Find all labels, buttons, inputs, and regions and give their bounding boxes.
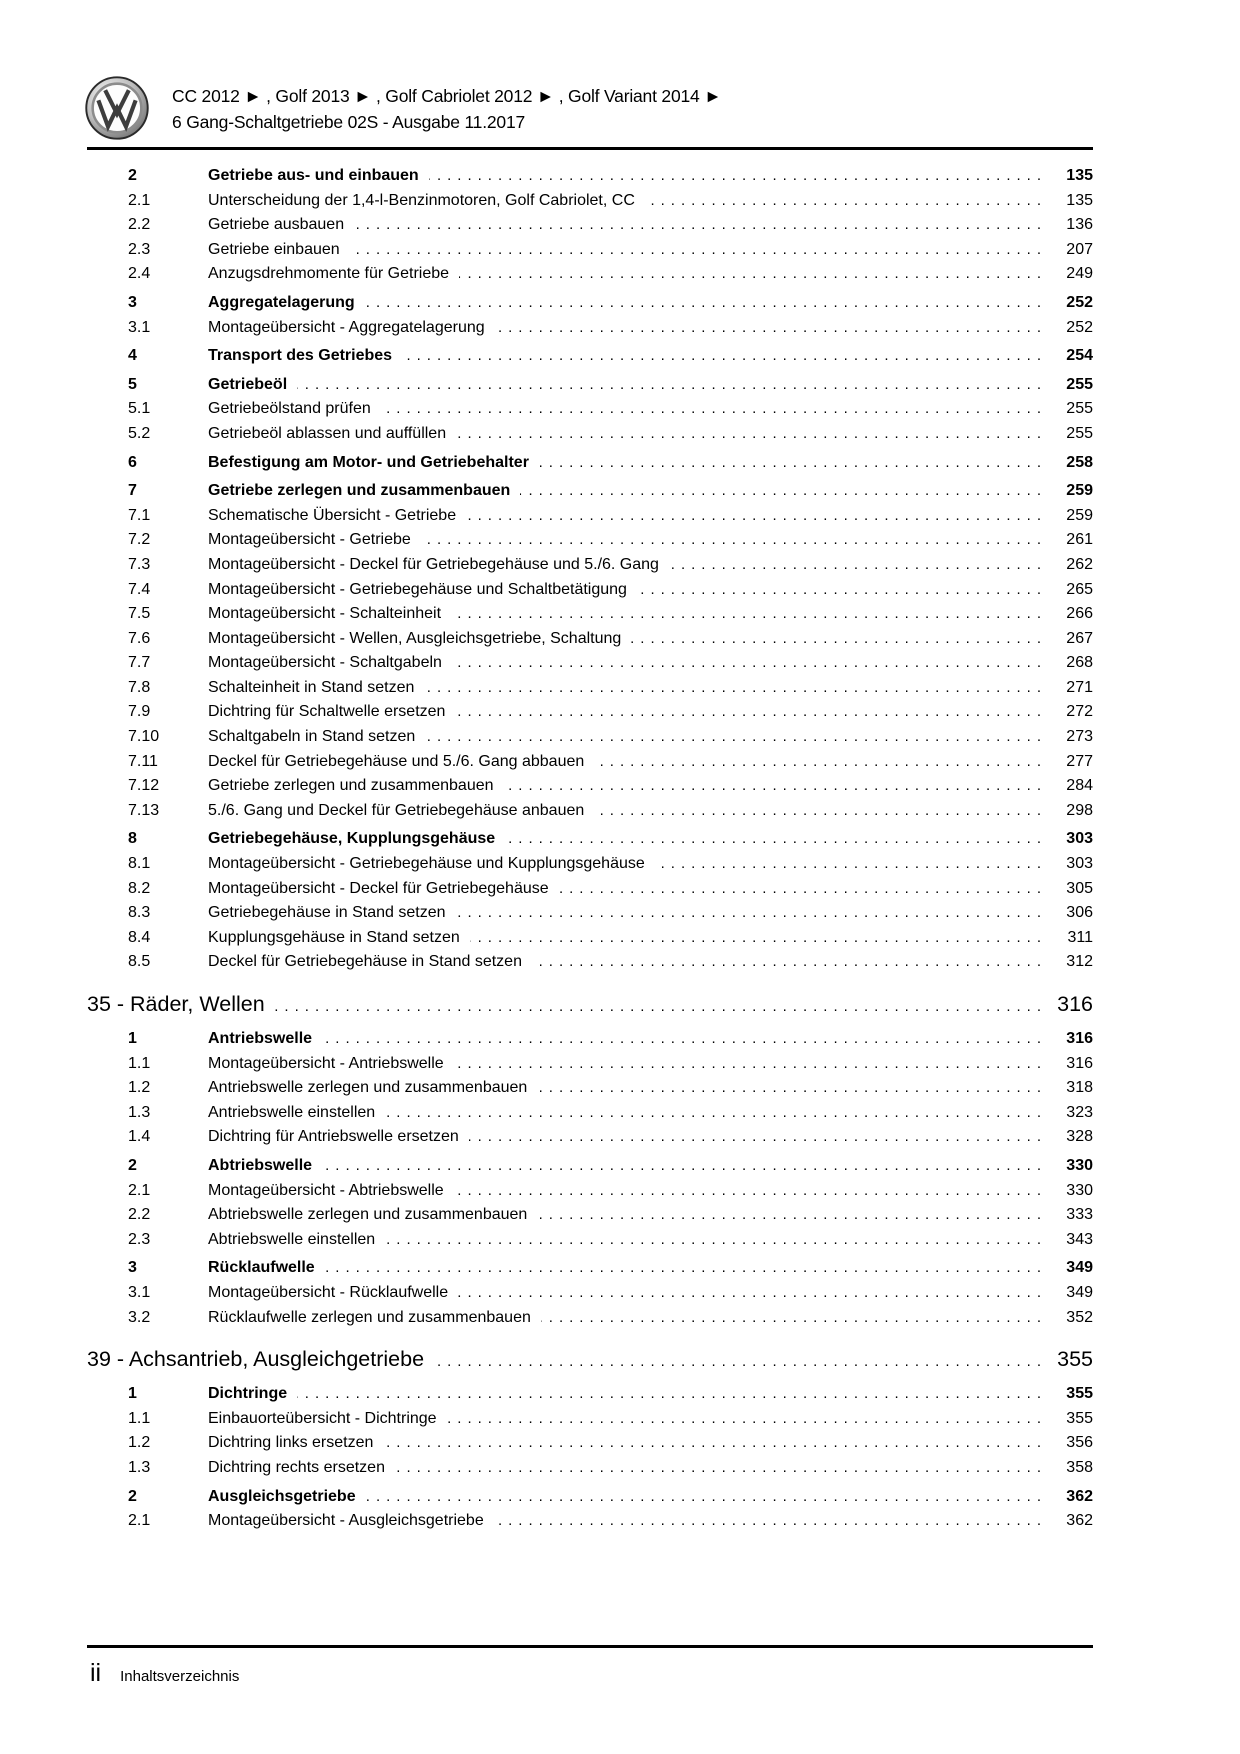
toc-entry-number: 7.10 bbox=[128, 728, 160, 746]
toc-entry-number: 2 bbox=[128, 1487, 137, 1505]
toc-entry-title: Rücklaufwelle bbox=[208, 1259, 315, 1277]
toc-dot-leader bbox=[350, 238, 1047, 263]
toc-entry-number: 7.7 bbox=[128, 654, 151, 672]
toc-entry-number: 5.1 bbox=[128, 400, 151, 418]
toc-dot-leader bbox=[631, 627, 1047, 652]
toc-entry-number: 7.6 bbox=[128, 629, 151, 647]
toc-entry-page: 265 bbox=[1066, 580, 1093, 598]
toc-entry-title: Aggregatelagerung bbox=[208, 293, 355, 311]
toc-entry-row bbox=[87, 774, 1093, 799]
toc-entry-page: 312 bbox=[1066, 953, 1093, 971]
toc-dot-leader bbox=[458, 1281, 1047, 1306]
toc-entry-page: 330 bbox=[1066, 1156, 1093, 1174]
toc-dot-leader bbox=[539, 451, 1047, 476]
toc-entry-number: 1 bbox=[128, 1385, 137, 1403]
toc-entry-number: 1.1 bbox=[128, 1409, 151, 1427]
toc-entry-number: 2.4 bbox=[128, 265, 151, 283]
toc-entry-row bbox=[87, 344, 1093, 369]
toc-dot-leader bbox=[454, 1052, 1047, 1077]
toc-entry-title: Montageübersicht - Deckel für Getriebegehäuse bbox=[208, 879, 549, 897]
toc-dot-leader bbox=[504, 774, 1047, 799]
toc-entry-title: Montageübersicht - Ausgleichsgetriebe bbox=[208, 1512, 484, 1530]
toc-entry-page: 259 bbox=[1066, 482, 1093, 500]
toc-dot-leader bbox=[594, 799, 1047, 824]
toc-chapter-row bbox=[87, 1344, 1093, 1377]
toc-entry-row bbox=[87, 1125, 1093, 1150]
toc-entry-row bbox=[87, 1101, 1093, 1126]
toc-entry-title: Montageübersicht - Schalteinheit bbox=[208, 605, 442, 623]
toc-entry-title: Getriebe ausbauen bbox=[208, 216, 345, 234]
toc-entry-page: 255 bbox=[1066, 400, 1093, 418]
toc-entry-number: 8 bbox=[128, 830, 137, 848]
toc-dot-leader bbox=[434, 1347, 1047, 1377]
toc-dot-leader bbox=[297, 373, 1047, 398]
toc-dot-leader bbox=[365, 291, 1047, 316]
toc-entry-number: 7.11 bbox=[128, 752, 158, 770]
toc-entry-page: 272 bbox=[1066, 703, 1093, 721]
toc-entry-title: Schematische Übersicht - Getriebe bbox=[208, 506, 457, 524]
toc-dot-leader bbox=[456, 422, 1047, 447]
toc-entry-title: Montageübersicht - Rücklaufwelle bbox=[208, 1283, 449, 1301]
toc-dot-leader bbox=[297, 1382, 1047, 1407]
toc-dot-leader bbox=[594, 750, 1047, 775]
toc-entry-row bbox=[87, 602, 1093, 627]
toc-entry-number: 7 bbox=[128, 482, 137, 500]
toc-entry-title: Einbauorteübersicht - Dichtringe bbox=[208, 1409, 437, 1427]
toc-entry-page: 249 bbox=[1066, 265, 1093, 283]
toc-entry-title: Antriebswelle zerlegen und zusammenbauen bbox=[208, 1079, 528, 1097]
toc-entry-row bbox=[87, 578, 1093, 603]
toc-chapter-row bbox=[87, 989, 1093, 1022]
toc-chapter-page: 316 bbox=[1057, 992, 1093, 1016]
toc-entry-row bbox=[87, 1306, 1093, 1331]
toc-entry-row bbox=[87, 1228, 1093, 1253]
toc-entry-row bbox=[87, 950, 1093, 975]
toc-dot-leader bbox=[505, 827, 1047, 852]
toc-entry-title: Montageübersicht - Getriebe bbox=[208, 531, 411, 549]
toc-dot-leader bbox=[385, 1228, 1047, 1253]
toc-entry-row bbox=[87, 422, 1093, 447]
toc-entry-number: 3.2 bbox=[128, 1308, 151, 1326]
toc-entry-row bbox=[87, 651, 1093, 676]
toc-entry-title: Dichtring links ersetzen bbox=[208, 1434, 374, 1452]
toc-entry-number: 2.1 bbox=[128, 1512, 151, 1530]
toc-entry-row bbox=[87, 238, 1093, 263]
toc-entry-number: 3.1 bbox=[128, 318, 151, 336]
toc-dot-leader bbox=[456, 901, 1048, 926]
toc-dot-leader bbox=[452, 651, 1047, 676]
toc-entry-page: 355 bbox=[1066, 1409, 1093, 1427]
toc-entry-page: 136 bbox=[1066, 216, 1093, 234]
toc-entry-page: 298 bbox=[1066, 801, 1093, 819]
toc-dot-leader bbox=[469, 1125, 1047, 1150]
toc-entry-row bbox=[87, 479, 1093, 504]
toc-dot-leader bbox=[385, 1101, 1047, 1126]
toc-entry-page: 277 bbox=[1066, 752, 1093, 770]
toc-entry-number: 2.2 bbox=[128, 1206, 151, 1224]
toc-entry-row bbox=[87, 725, 1093, 750]
toc-entry-row bbox=[87, 1382, 1093, 1407]
toc-entry-page: 356 bbox=[1066, 1434, 1093, 1452]
toc-entry-row bbox=[87, 852, 1093, 877]
toc-entry-title: 5./6. Gang und Deckel für Getriebegehäuse anbauen bbox=[208, 801, 585, 819]
toc-entry-page: 318 bbox=[1066, 1079, 1093, 1097]
toc-entry-page: 259 bbox=[1066, 506, 1093, 524]
toc-dot-leader bbox=[669, 553, 1047, 578]
toc-entry-number: 6 bbox=[128, 453, 137, 471]
toc-entry-page: 316 bbox=[1066, 1054, 1093, 1072]
toc-entry-page: 358 bbox=[1066, 1458, 1093, 1476]
toc-entry-page: 262 bbox=[1066, 555, 1093, 573]
toc-dot-leader bbox=[383, 1431, 1047, 1456]
toc-dot-leader bbox=[424, 676, 1047, 701]
toc-dot-leader bbox=[395, 1456, 1047, 1481]
toc-entry-row bbox=[87, 189, 1093, 214]
toc-dot-leader bbox=[381, 397, 1047, 422]
toc-entry-title: Getriebe zerlegen und zusammenbauen bbox=[208, 482, 511, 500]
toc-entry-number: 7.2 bbox=[128, 531, 151, 549]
toc-chapter-page: 355 bbox=[1057, 1347, 1093, 1372]
toc-dot-leader bbox=[459, 262, 1047, 287]
toc-entry-row bbox=[87, 1485, 1093, 1510]
toc-entry-title: Anzugsdrehmomente für Getriebe bbox=[208, 265, 450, 283]
toc-entry-title: Dichtring für Antriebswelle ersetzen bbox=[208, 1128, 459, 1146]
toc-entry-row bbox=[87, 1052, 1093, 1077]
toc-dot-leader bbox=[425, 725, 1047, 750]
toc-entry-page: 362 bbox=[1066, 1487, 1093, 1505]
toc-dot-leader bbox=[322, 1154, 1047, 1179]
toc-entry-title: Rücklaufwelle zerlegen und zusammenbauen bbox=[208, 1308, 531, 1326]
toc-entry-number: 1.1 bbox=[128, 1054, 151, 1072]
toc-entry-page: 252 bbox=[1066, 318, 1093, 336]
toc-entry-number: 5.2 bbox=[128, 424, 151, 442]
toc-entry-row bbox=[87, 1076, 1093, 1101]
toc-entry-title: Transport des Getriebes bbox=[208, 347, 393, 365]
toc-entry-number: 2.1 bbox=[128, 191, 151, 209]
toc-entry-title: Schaltgabeln in Stand setzen bbox=[208, 728, 416, 746]
toc-entry-page: 328 bbox=[1066, 1128, 1093, 1146]
toc-entry-page: 271 bbox=[1066, 678, 1093, 696]
toc-entry-title: Antriebswelle einstellen bbox=[208, 1103, 376, 1121]
toc-dot-leader bbox=[421, 528, 1047, 553]
toc-entry-row bbox=[87, 213, 1093, 238]
toc-entry-page: 252 bbox=[1066, 293, 1093, 311]
page-footer bbox=[90, 1658, 239, 1688]
toc-entry-number: 1.2 bbox=[128, 1434, 151, 1452]
toc-dot-leader bbox=[520, 479, 1047, 504]
toc-entry-page: 258 bbox=[1066, 453, 1093, 471]
toc-entry-row bbox=[87, 1509, 1093, 1534]
toc-entry-page: 268 bbox=[1066, 654, 1093, 672]
toc-entry-title: Getriebeölstand prüfen bbox=[208, 400, 371, 418]
toc-entry-title: Antriebswelle bbox=[208, 1030, 313, 1047]
toc-dot-leader bbox=[470, 926, 1047, 951]
toc-entry-number: 2.2 bbox=[128, 216, 151, 234]
toc-entry-page: 255 bbox=[1066, 424, 1093, 442]
toc-entry-number: 3 bbox=[128, 293, 137, 311]
toc-dot-leader bbox=[366, 1485, 1047, 1510]
toc-entry-page: 349 bbox=[1066, 1259, 1093, 1277]
toc-entry-row bbox=[87, 676, 1093, 701]
toc-entry-row bbox=[87, 1154, 1093, 1179]
toc-entry-title: Montageübersicht - Abtriebswelle bbox=[208, 1181, 444, 1199]
toc-entry-page: 303 bbox=[1066, 855, 1093, 873]
toc-entry-number: 8.4 bbox=[128, 928, 151, 946]
toc-entry-number: 3 bbox=[128, 1259, 137, 1277]
toc-entry-title: Abtriebswelle bbox=[208, 1156, 313, 1174]
toc-entry-row bbox=[87, 627, 1093, 652]
toc-dot-leader bbox=[559, 877, 1047, 902]
toc-entry-title: Abtriebswelle einstellen bbox=[208, 1230, 376, 1248]
toc-entry-row bbox=[87, 1203, 1093, 1228]
toc-dot-leader bbox=[275, 992, 1047, 1022]
toc-dot-leader bbox=[637, 578, 1047, 603]
toc-entry-number: 2 bbox=[128, 167, 137, 184]
toc-entry-title: Getriebegehäuse in Stand setzen bbox=[208, 904, 446, 922]
toc-dot-leader bbox=[325, 1256, 1047, 1281]
toc-entry-number: 8.2 bbox=[128, 879, 151, 897]
toc-entry-title: Montageübersicht - Deckel für Getriebegehäuse und 5./6. Gang bbox=[208, 555, 659, 573]
toc-dot-leader bbox=[655, 852, 1047, 877]
toc-entry-page: 255 bbox=[1066, 375, 1093, 393]
toc-entry-title: Befestigung am Motor- und Getriebehalter bbox=[208, 453, 529, 471]
toc-entry-title: Abtriebswelle zerlegen und zusammenbauen bbox=[208, 1206, 528, 1224]
toc-entry-title: Getriebeöl ablassen und auffüllen bbox=[208, 424, 447, 442]
toc-entry-row bbox=[87, 926, 1093, 951]
toc-entry-row bbox=[87, 397, 1093, 422]
toc-entry-number: 1.3 bbox=[128, 1458, 151, 1476]
header-divider bbox=[87, 147, 1093, 150]
toc-entry-row bbox=[87, 451, 1093, 476]
toc-entry-page: 355 bbox=[1066, 1385, 1093, 1403]
toc-entry-page: 362 bbox=[1066, 1512, 1093, 1530]
toc-entry-page: 266 bbox=[1066, 605, 1093, 623]
toc-dot-leader bbox=[322, 1027, 1047, 1052]
toc-entry-page: 305 bbox=[1066, 879, 1093, 897]
toc-entry-page: 311 bbox=[1067, 928, 1093, 946]
toc-entry-page: 316 bbox=[1066, 1030, 1093, 1047]
toc-entry-row bbox=[87, 877, 1093, 902]
toc-entry-number: 7.1 bbox=[128, 506, 151, 524]
toc-entry-page: 306 bbox=[1066, 904, 1093, 922]
toc-entry-number: 7.3 bbox=[128, 555, 151, 573]
toc-entry-number: 3.1 bbox=[128, 1283, 151, 1301]
toc-entry-title: Getriebeöl bbox=[208, 375, 288, 393]
toc-entry-row bbox=[87, 1407, 1093, 1432]
toc-entry-row bbox=[87, 1027, 1093, 1052]
toc-entry-page: 349 bbox=[1066, 1283, 1093, 1301]
toc-entry-page: 273 bbox=[1066, 728, 1093, 746]
toc-entry-number: 8.3 bbox=[128, 904, 151, 922]
toc-entry-page: 284 bbox=[1066, 777, 1093, 795]
footer-section-label: Inhaltsverzeichnis bbox=[120, 1668, 240, 1685]
toc-entry-number: 2.3 bbox=[128, 1230, 151, 1248]
toc-entry-row bbox=[87, 799, 1093, 824]
toc-entry-page: 343 bbox=[1066, 1230, 1093, 1248]
toc-entry-page: 267 bbox=[1066, 629, 1093, 647]
toc-dot-leader bbox=[537, 1203, 1047, 1228]
toc-entry-page: 254 bbox=[1066, 347, 1093, 365]
toc-entry-row bbox=[87, 750, 1093, 775]
toc-entry-number: 1 bbox=[128, 1030, 137, 1047]
toc-entry-title: Deckel für Getriebegehäuse und 5./6. Gang abbauen bbox=[208, 752, 585, 770]
toc-entry-number: 8.1 bbox=[128, 855, 151, 873]
toc-dot-leader bbox=[537, 1076, 1047, 1101]
toc-entry-title: Montageübersicht - Antriebswelle bbox=[208, 1054, 444, 1072]
toc-entry-row bbox=[87, 373, 1093, 398]
toc-entry-number: 5 bbox=[128, 375, 137, 393]
toc-entry-title: Dichtringe bbox=[208, 1385, 288, 1403]
toc-dot-leader bbox=[645, 189, 1047, 214]
toc-entry-number: 1.3 bbox=[128, 1103, 151, 1121]
toc-entry-page: 135 bbox=[1066, 191, 1093, 209]
toc-entry-row bbox=[87, 316, 1093, 341]
toc-entry-number: 1.4 bbox=[128, 1128, 151, 1146]
toc-chapter-label: 39 - Achsantrieb, Ausgleichgetriebe bbox=[87, 1347, 425, 1372]
toc-entry-number: 8.5 bbox=[128, 953, 151, 971]
toc-entry-page: 207 bbox=[1066, 240, 1093, 258]
toc-entry-row bbox=[87, 504, 1093, 529]
toc-entry-row bbox=[87, 1179, 1093, 1204]
toc-dot-leader bbox=[494, 1509, 1047, 1534]
toc-entry-title: Kupplungsgehäuse in Stand setzen bbox=[208, 928, 460, 946]
toc-entry-row bbox=[87, 1431, 1093, 1456]
toc-entry-page: 135 bbox=[1066, 167, 1093, 184]
toc-entry-row bbox=[87, 528, 1093, 553]
footer-page-label: ii bbox=[90, 1659, 102, 1687]
toc-entry-page: 303 bbox=[1066, 830, 1093, 848]
footer-divider bbox=[87, 1645, 1093, 1648]
toc-dot-leader bbox=[429, 164, 1047, 189]
toc-entry-page: 323 bbox=[1066, 1103, 1093, 1121]
toc-entry-page: 352 bbox=[1066, 1308, 1093, 1326]
toc-entry-number: 1.2 bbox=[128, 1079, 151, 1097]
header-models-line: CC 2012 ► , Golf 2013 ► , Golf Cabriolet 2012 ► , Golf Variant 2014 ► bbox=[172, 86, 722, 106]
toc-entry-number: 2.3 bbox=[128, 240, 151, 258]
toc-entry-row bbox=[87, 553, 1093, 578]
toc-entry-row bbox=[87, 262, 1093, 287]
toc-dot-leader bbox=[454, 1179, 1047, 1204]
toc-dot-leader bbox=[402, 344, 1047, 369]
header-subtitle: 6 Gang-Schaltgetriebe 02S - Ausgabe 11.2017 bbox=[172, 112, 526, 132]
toc-entry-title: Deckel für Getriebegehäuse in Stand setzen bbox=[208, 953, 522, 971]
table-of-contents bbox=[87, 160, 1093, 1534]
toc-dot-leader bbox=[541, 1306, 1047, 1331]
toc-entry-title: Getriebegehäuse, Kupplungsgehäuse bbox=[208, 830, 496, 848]
toc-dot-leader bbox=[354, 213, 1047, 238]
toc-entry-title: Montageübersicht - Getriebegehäuse und Schaltbetätigung bbox=[208, 580, 627, 598]
toc-entry-row bbox=[87, 291, 1093, 316]
toc-entry-number: 7.5 bbox=[128, 605, 151, 623]
toc-chapter-label: 35 - Räder, Wellen bbox=[87, 992, 265, 1016]
toc-dot-leader bbox=[451, 602, 1047, 627]
toc-dot-leader bbox=[447, 1407, 1047, 1432]
toc-entry-number: 4 bbox=[128, 347, 137, 365]
toc-dot-leader bbox=[532, 950, 1047, 975]
toc-entry-title: Getriebe zerlegen und zusammenbauen bbox=[208, 777, 494, 795]
toc-entry-title: Montageübersicht - Aggregatelagerung bbox=[208, 318, 485, 336]
toc-entry-number: 7.9 bbox=[128, 703, 151, 721]
toc-entry-row bbox=[87, 1256, 1093, 1281]
toc-dot-leader bbox=[495, 316, 1047, 341]
toc-entry-row bbox=[87, 901, 1093, 926]
toc-entry-row bbox=[87, 1456, 1093, 1481]
toc-entry-number: 2 bbox=[128, 1156, 137, 1174]
toc-entry-title: Montageübersicht - Schaltgabeln bbox=[208, 654, 442, 672]
toc-entry-number: 7.4 bbox=[128, 580, 151, 598]
toc-dot-leader bbox=[455, 700, 1047, 725]
toc-entry-row bbox=[87, 1281, 1093, 1306]
toc-entry-title: Montageübersicht - Getriebegehäuse und Kupplungsgehäuse bbox=[208, 855, 645, 873]
toc-entry-title: Unterscheidung der 1,4-l-Benzinmotoren, Golf Cabriolet, CC bbox=[208, 191, 635, 209]
toc-entry-row bbox=[87, 827, 1093, 852]
toc-entry-page: 330 bbox=[1066, 1181, 1093, 1199]
toc-entry-title: Schalteinheit in Stand setzen bbox=[208, 678, 415, 696]
toc-entry-row bbox=[87, 164, 1093, 189]
toc-entry-title: Getriebe einbauen bbox=[208, 240, 340, 258]
toc-entry-number: 7.12 bbox=[128, 777, 160, 795]
toc-entry-number: 7.13 bbox=[128, 801, 160, 819]
toc-entry-title: Dichtring für Schaltwelle ersetzen bbox=[208, 703, 446, 721]
toc-entry-title: Dichtring rechts ersetzen bbox=[208, 1458, 385, 1476]
vw-logo bbox=[85, 75, 149, 141]
toc-entry-row bbox=[87, 700, 1093, 725]
toc-entry-page: 333 bbox=[1066, 1206, 1093, 1224]
toc-entry-title: Getriebe aus- und einbauen bbox=[208, 167, 419, 184]
toc-entry-title: Ausgleichsgetriebe bbox=[208, 1487, 356, 1505]
toc-entry-title: Montageübersicht - Wellen, Ausgleichsgetriebe, Schaltung bbox=[208, 629, 622, 647]
toc-dot-leader bbox=[466, 504, 1047, 529]
toc-entry-number: 7.8 bbox=[128, 678, 151, 696]
toc-entry-page: 261 bbox=[1066, 531, 1093, 549]
toc-entry-number: 2.1 bbox=[128, 1181, 151, 1199]
